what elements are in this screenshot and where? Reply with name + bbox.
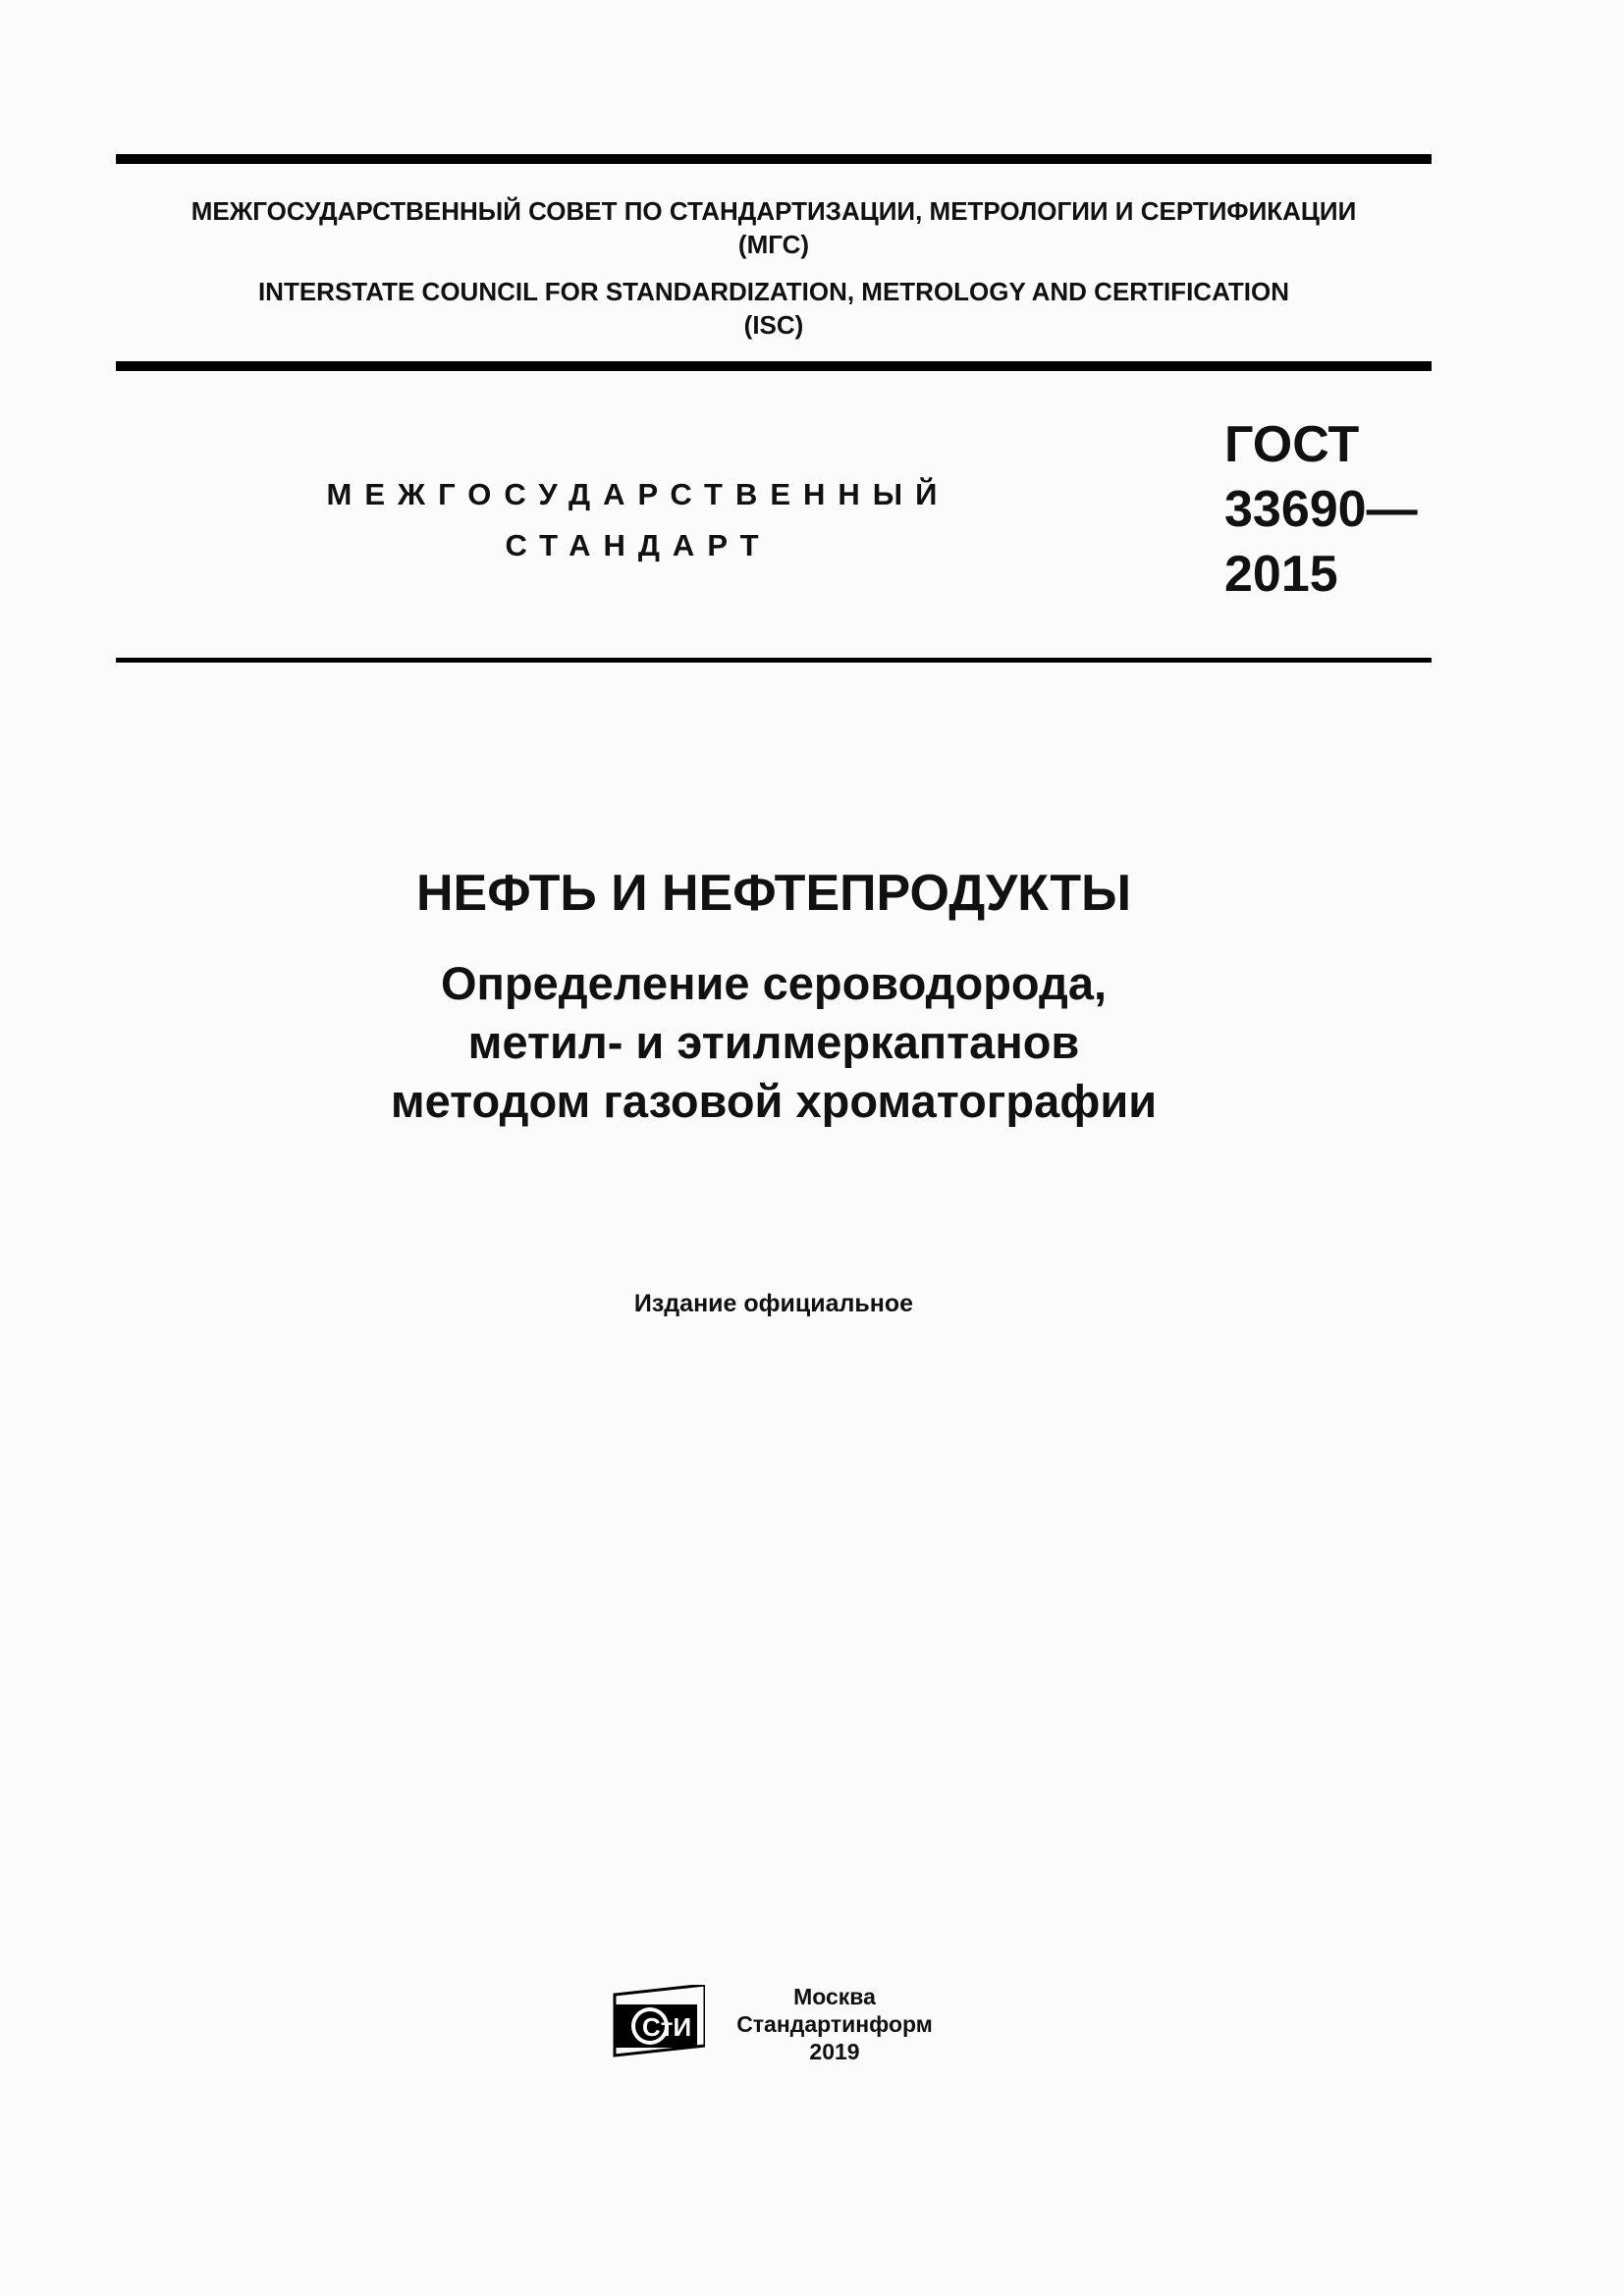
imprint-year: 2019 <box>809 2039 860 2064</box>
gost-year: 2015 <box>1224 546 1338 603</box>
subtitle-line: Определение сероводорода, <box>440 957 1108 1009</box>
standard-kind-line2: СТАНДАРТ <box>505 528 772 562</box>
document-title: НЕФТЬ И НЕФТЕПРОДУКТЫ <box>416 865 1131 922</box>
gost-number: 33690— <box>1224 481 1418 538</box>
publisher-imprint <box>717 1983 952 2065</box>
svg-text:СтИ: СтИ <box>642 2012 692 2042</box>
council-name-ru-line: МЕЖГОСУДАРСТВЕННЫЙ СОВЕТ ПО СТАНДАРТИЗАЦИИ, МЕТРОЛОГИИ И СЕРТИФИКАЦИИ <box>190 196 1357 226</box>
council-abbr-en: (ISC) <box>743 310 804 340</box>
council-name-en <box>116 275 1432 342</box>
designation-rule <box>116 658 1432 663</box>
header-bottom-rule <box>116 361 1432 371</box>
imprint-publisher: Стандартинформ <box>736 2011 933 2037</box>
council-name-ru <box>116 194 1432 261</box>
council-name-en-line: INTERSTATE COUNCIL FOR STANDARDIZATION, METROLOGY AND CERTIFICATION <box>257 277 1290 306</box>
edition-note: Издание официальное <box>633 1290 914 1317</box>
standartinform-logo-icon <box>611 1985 705 2059</box>
subtitle-line: метил- и этилмеркаптанов <box>467 1016 1080 1068</box>
gost-designation <box>1224 412 1418 607</box>
imprint-city: Москва <box>793 1984 876 2009</box>
standard-kind-line1: МЕЖГОСУДАРСТВЕННЫЙ <box>326 477 950 511</box>
top-rule <box>116 154 1432 164</box>
council-abbr-ru: (МГС) <box>737 230 810 259</box>
subtitle-line: методом газовой хроматографии <box>390 1075 1158 1127</box>
standard-kind <box>295 469 982 571</box>
document-subtitle <box>116 954 1432 1131</box>
gost-label: ГОСТ <box>1224 416 1360 473</box>
